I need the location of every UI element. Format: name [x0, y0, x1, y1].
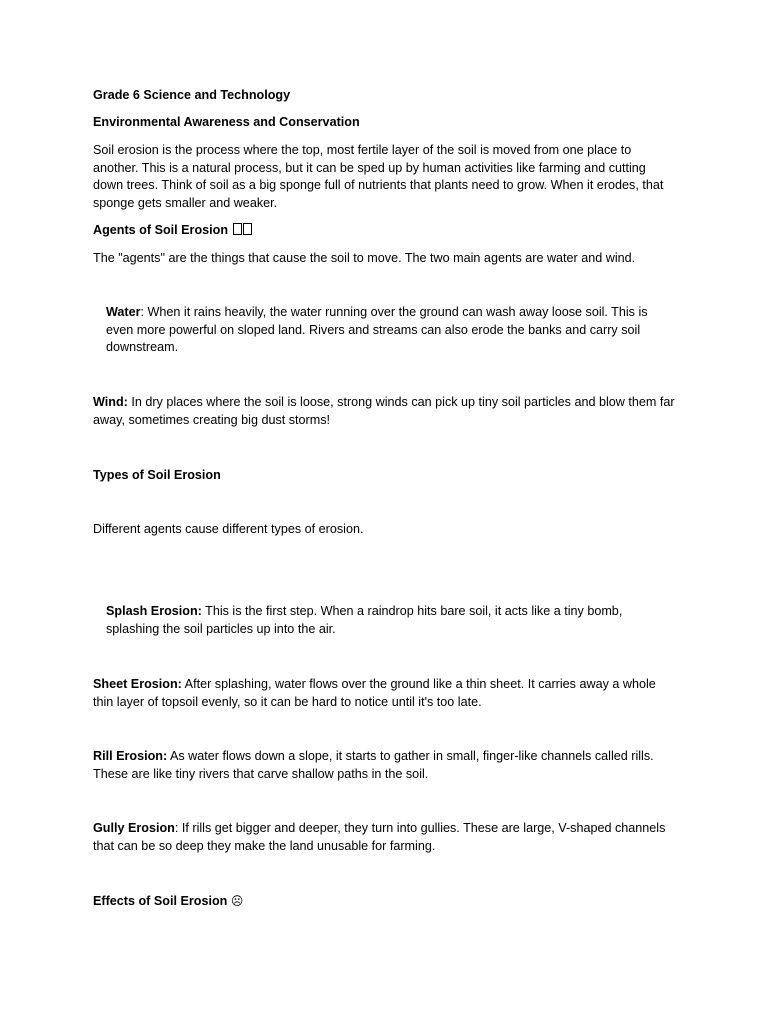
types-intro: Different agents cause different types of erosion. [93, 522, 364, 536]
effects-heading-text: Effects of Soil Erosion [93, 894, 228, 908]
water-paragraph [93, 304, 678, 357]
effects-heading [93, 893, 678, 911]
gully-text: : If rills get bigger and deeper, they turn into gullies. These are large, V-shaped channels that can be so deep they make the land unusable for farming. [93, 821, 666, 853]
gully-term: Gully Erosion [93, 821, 175, 835]
sheet-paragraph [93, 676, 678, 711]
missing-glyph-icon [233, 223, 242, 235]
rill-text: As water flows down a slope, it starts to gather in small, finger-like channels called rills. These are like tiny rivers that carve shallow paths in the soil. [93, 749, 654, 781]
water-term: Water [106, 305, 141, 319]
sheet-text: After splashing, water flows over the ground like a thin sheet. It carries away a whole thin layer of topsoil evenly, so it can be hard to notice until it's too late. [93, 677, 656, 709]
unit-title: Environmental Awareness and Conservation [93, 115, 360, 129]
agents-intro: The "agents" are the things that cause the soil to move. The two main agents are water and wind. [93, 251, 636, 265]
sad-face-icon: ☹ [230, 894, 244, 908]
wind-text: In dry places where the soil is loose, strong winds can pick up tiny soil particles and blow them far away, sometimes creating big dust storms! [93, 395, 675, 427]
wind-paragraph [93, 394, 678, 429]
missing-glyph-icon [243, 223, 252, 235]
intro-paragraph: Soil erosion is the process where the top, most fertile layer of the soil is moved from one place to another. This is a natural process, but it can be sped up by human activities like farming and cutting down trees. Think of soil as a big sponge full of nutrients that plants need to grow. When it erodes, that sponge gets smaller and weaker. [93, 143, 664, 210]
gully-paragraph [93, 820, 678, 855]
rill-paragraph [93, 748, 678, 783]
agents-heading-text: Agents of Soil Erosion [93, 223, 229, 237]
splash-term: Splash Erosion: [106, 604, 202, 618]
rill-term: Rill Erosion: [93, 749, 168, 763]
splash-text: This is the first step. When a raindrop hits bare soil, it acts like a tiny bomb, splashing the soil particles up into the air. [106, 604, 623, 636]
grade-title: Grade 6 Science and Technology [93, 88, 291, 102]
sheet-term: Sheet Erosion: [93, 677, 182, 691]
wind-term: Wind: [93, 395, 128, 409]
water-text: : When it rains heavily, the water running over the ground can wash away loose soil. This is even more powerful on sloped land. Rivers and streams can also erode the banks and carry soil downstream. [106, 305, 648, 354]
splash-paragraph [93, 603, 678, 638]
types-heading: Types of Soil Erosion [93, 468, 221, 482]
agents-heading [93, 222, 678, 240]
